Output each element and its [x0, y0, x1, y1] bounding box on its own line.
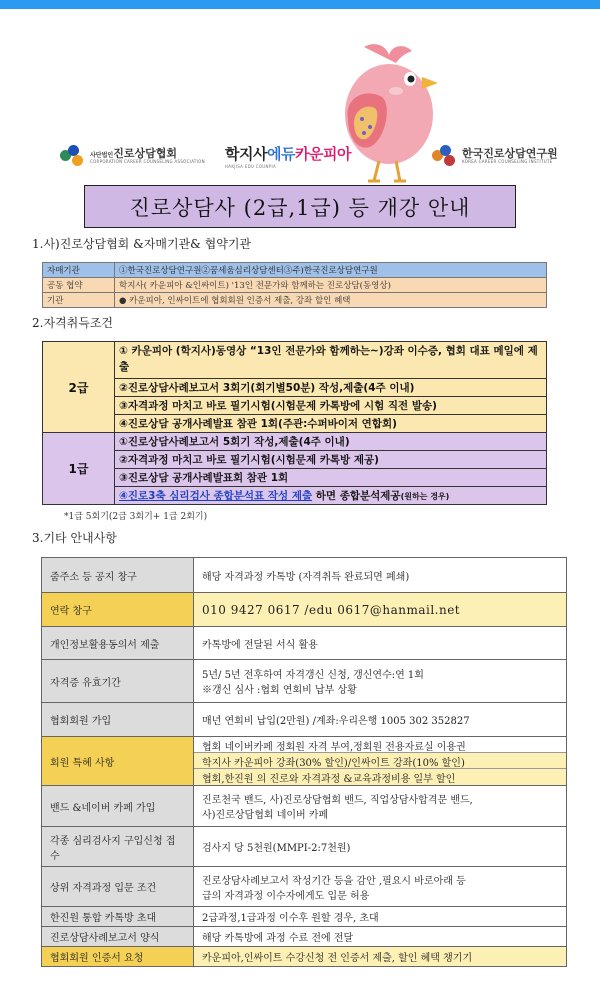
hakjisa-logo-part-b: 에듀 [266, 145, 295, 163]
table-cell: 매년 연회비 납입(2만원) /계좌:우리은행 1005 302 352827 [194, 703, 567, 737]
table-row [42, 867, 567, 907]
table-cell: 자격증 유효기간 [42, 660, 194, 703]
table-row [42, 627, 567, 660]
hakjisa-logo [225, 143, 351, 169]
table-cell: 카톡방에 전달된 서식 활용 [194, 627, 567, 660]
table-cell [194, 660, 567, 703]
document-page [0, 9, 600, 982]
association-logo-sub: CORPORATION CAREER COUNSELING ASSOCIATION [90, 159, 205, 164]
table-cell: 상위 자격과정 입문 조건 [42, 867, 194, 907]
cell-line: 진로천국 밴드, 사)진로상담협회 밴드, 직업상담사합격문 밴드, [202, 795, 473, 806]
table-row [42, 660, 567, 703]
grade2-line2: ②진로상담사례보고서 3회기(회기별50분) 작성,제출(4주 이내) [115, 379, 547, 397]
grade1-label: 1급 [43, 433, 115, 505]
table-row [42, 558, 567, 593]
table-cell: 자매기관 [43, 263, 115, 278]
table-cell: 줌주소 등 공지 창구 [42, 558, 194, 593]
table-row [43, 293, 547, 308]
table-row [42, 907, 567, 927]
association-logo-prefix: 사단법인 [90, 152, 114, 159]
association-logo-name: 진로상담협회 [113, 147, 177, 160]
affiliates-table [42, 262, 547, 308]
section2-heading: 2.자격취득조건 [32, 316, 114, 330]
grade1-line2: ②자격과정 마치고 바로 필기시험(시험문제 카톡방 제공) [115, 451, 547, 469]
hakjisa-logo-part-c: 카운피아 [294, 145, 351, 163]
table-cell: 협회회원 가입 [42, 703, 194, 737]
table-row [42, 593, 567, 627]
research-institute-logo [432, 145, 558, 167]
contact-value: 010 9427 0617 /edu 0617@hanmail.net [194, 593, 567, 627]
table-row [42, 827, 567, 867]
table-cell: 진로상담사례보고서 양식 [42, 927, 194, 947]
table-cell: 검사지 당 5천원(MMPI-2:7천원) [194, 827, 567, 867]
table-row [43, 469, 547, 487]
table-row [43, 451, 547, 469]
table-cell: 회원 특혜 사항 [42, 737, 194, 786]
section3-heading: 3.기타 안내사항 [32, 531, 117, 545]
grade2-label: 2급 [43, 342, 115, 433]
table-cell: 카운피아,인싸이트 수강신청 전 인증서 제출, 할인 혜택 챙기기 [194, 947, 567, 967]
benefit-line: 협회 네이버카페 정회원 자격 부여,정회원 전용자료실 이용권 [194, 737, 566, 753]
table-cell: 한진원 통합 카톡방 초대 [42, 907, 194, 927]
table-row [43, 487, 547, 505]
cell-line: ※갱신 심사 :협회 연회비 납부 상황 [202, 685, 357, 696]
table-row [43, 263, 547, 278]
association-logo-icon [60, 145, 86, 167]
cell-line: 급의 자격과정 이수자에게도 입문 허용 [202, 890, 370, 902]
research-institute-logo-icon [432, 145, 458, 167]
hakjisa-logo-sub: HAKJISA EDU COUNPIA [225, 164, 277, 169]
grade2-line4: ④진로상담 공개사례발표 참관 1회(주관:수퍼바이저 연합회) [115, 415, 547, 433]
association-logo [60, 145, 205, 167]
table-row [42, 786, 567, 827]
table-cell [194, 867, 567, 907]
requirements-table [42, 341, 547, 505]
table-row [43, 433, 547, 451]
research-institute-logo-sub: KOREA CAREER COUNSELING INSTITUTE [462, 159, 553, 164]
info-table [41, 557, 567, 967]
grade1-line1: ①진로상담사례보고서 5회기 작성,제출(4주 이내) [115, 433, 547, 451]
benefit-line: 협회,한진원 의 진로와 자격과정 &교육과정비용 일부 할인 [194, 769, 566, 785]
grade2-line1: ① 카운피아 (학지사)동영상 “13인 전문가와 함께하는~)강좌 이수증, 협회 대표 메일에 제출 [115, 342, 547, 379]
table-cell: 개인정보활용동의서 제출 [42, 627, 194, 660]
table-cell: 밴드 &네이버 카페 가입 [42, 786, 194, 827]
grade1-line4-a: ④진로3축 심리검사 종합분석표 작성 제출 [119, 490, 313, 502]
grade1-line4-c: (원하는 경우) [400, 492, 450, 501]
cell-line: 사)진로상담협회 네이버 카페 [202, 810, 329, 821]
table-row [43, 397, 547, 415]
table-cell: 공동 협약 [43, 278, 115, 293]
page-title-box [84, 185, 516, 228]
table-cell: ● 카운피아, 인싸이트에 협회회원 인증서 제출, 강좌 할인 혜택 [115, 293, 547, 308]
grade-note: *1급 5회기(2급 3회기+ 1급 2회기) [64, 512, 208, 522]
table-row [43, 342, 547, 379]
table-cell: 해당 자격과정 카톡방 (자격취득 완료되면 폐쇄) [194, 558, 567, 593]
table-row [43, 379, 547, 397]
table-cell: 협회회원 인증서 요청 [42, 947, 194, 967]
table-row [42, 737, 567, 786]
table-cell: 학지사( 카운피아 &인싸이트) '13인 전문가와 함께하는 진로상담(동영상) [115, 278, 547, 293]
page-title: 진로상담사 (2급,1급) 등 개강 안내 [129, 195, 471, 220]
table-row [42, 947, 567, 967]
cell-line: 진로상담사례보고서 작성기간 등을 감안 ,필요시 바로아래 등 [202, 875, 466, 887]
grade1-line3: ③진로상담 공개사례발표회 참관 1회 [115, 469, 547, 487]
section1-heading: 1.사)진로상담협회 &자매기관& 협약기관 [32, 237, 252, 251]
research-institute-logo-name: 한국진로상담연구원 [462, 147, 558, 160]
table-cell: 연락 창구 [42, 593, 194, 627]
grade1-line4 [115, 487, 547, 505]
grade1-line4-b: 하면 종합분석제공 [312, 490, 401, 502]
table-cell: 해당 카톡방에 과정 수료 전에 전달 [194, 927, 567, 947]
table-row [43, 278, 547, 293]
table-cell [194, 786, 567, 827]
table-row [42, 703, 567, 737]
table-cell: 기관 [43, 293, 115, 308]
table-row [42, 927, 567, 947]
top-status-bar [0, 0, 600, 9]
table-cell: 2급과정,1급과정 이수후 원할 경우, 초대 [194, 907, 567, 927]
table-cell: 각종 심리검사지 구입신청 접수 [42, 827, 194, 867]
grade2-line3: ③자격과정 마치고 바로 필기시험(시험문제 카톡방에 시험 직전 발송) [115, 397, 547, 415]
table-row [43, 415, 547, 433]
benefit-line: 학지사 카운피아 강좌(30% 할인)/인싸이트 강좌(10% 할인) [194, 753, 566, 769]
logo-row [0, 137, 600, 179]
table-cell [194, 737, 567, 786]
hakjisa-logo-part-a: 학지사 [225, 145, 267, 163]
table-cell: ①한국진로상담연구원②꿈세움심리상담센터③주)한국진로상담연구원 [115, 263, 547, 278]
cell-line: 5년/ 5년 전후하여 자격갱신 신청, 갱신연수:연 1회 [202, 670, 424, 681]
